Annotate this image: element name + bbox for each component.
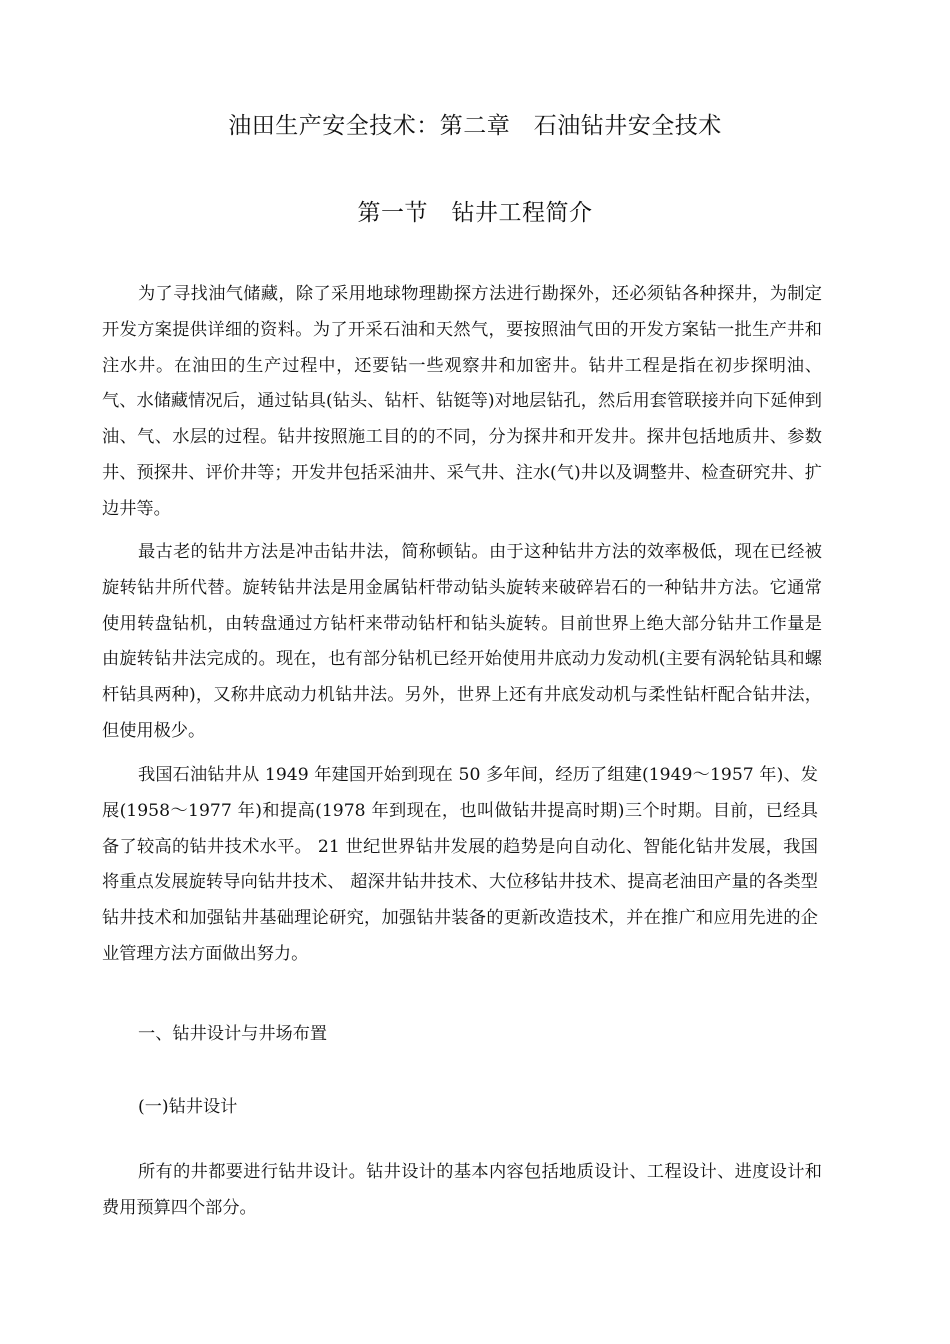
document-title: 油田生产安全技术：第二章 石油钻井安全技术 xyxy=(228,113,722,139)
sub-subsection-heading: (一)钻井设计 xyxy=(138,1097,238,1117)
subsection-heading: 一、钻井设计与井场布置 xyxy=(138,1024,328,1044)
paragraph-drilling-history: 我国石油钻井从 1949 年建国开始到现在 50 多年间，经历了组建(1949～1957 年)、发展(1958～1977 年)和提高(1978 年到现在，也叫做钻井提高时期)三个时期。目前，已经具备了较高的钻井技术水平。 21 世纪世界钻井发展的趋势是向自动化、智能化钻井发展，我国将重点发展旋转导向钻井技术、 超深井钻井技术、大位移钻井技术、提高老油田产量的各类型钻井技术和加强钻井基础理论研究，加强钻井装备的更新改造技术，并在推广和应用先进的企业管理方法方面做出努力。 xyxy=(102,765,818,964)
section-title: 第一节 钻井工程简介 xyxy=(357,200,593,226)
paragraph-drilling-overview: 为了寻找油气储藏，除了采用地球物理勘探方法进行勘探外，还必须钻各种探井，为制定开发方案提供详细的资料。为了开采石油和天然气，要按照油气田的开发方案钻一批生产井和注水井。在油田的生产过程中，还要钻一些观察井和加密井。钻井工程是指在初步探明油、气、水储藏情况后，通过钻具(钻头、钻杆、钻铤等)对地层钻孔，然后用套管联接并向下延伸到油、气、水层的过程。钻井按照施工目的的不同，分为探井和开发井。探井包括地质井、参数井、预探井、评价井等；开发井包括采油井、采气井、注水(气)井以及调整井、检查研究井、扩边井等。 xyxy=(102,284,822,519)
paragraph-drilling-methods: 最古老的钻井方法是冲击钻井法，简称顿钻。由于这种钻井方法的效率极低，现在已经被旋转钻井所代替。旋转钻井法是用金属钻杆带动钻头旋转来破碎岩石的一种钻井方法。它通常使用转盘钻机，由转盘通过方钻杆来带动钻杆和钻头旋转。目前世界上绝大部分钻井工作量是由旋转钻井法完成的。现在，也有部分钻机已经开始使用井底动力发动机(主要有涡轮钻具和螺杆钻具两种)，又称井底动力机钻井法。另外，世界上还有井底发动机与柔性钻杆配合钻井法，但使用极少。 xyxy=(102,542,822,741)
paragraph-drilling-design: 所有的井都要进行钻井设计。钻井设计的基本内容包括地质设计、工程设计、进度设计和费用预算四个部分。 xyxy=(102,1162,822,1218)
